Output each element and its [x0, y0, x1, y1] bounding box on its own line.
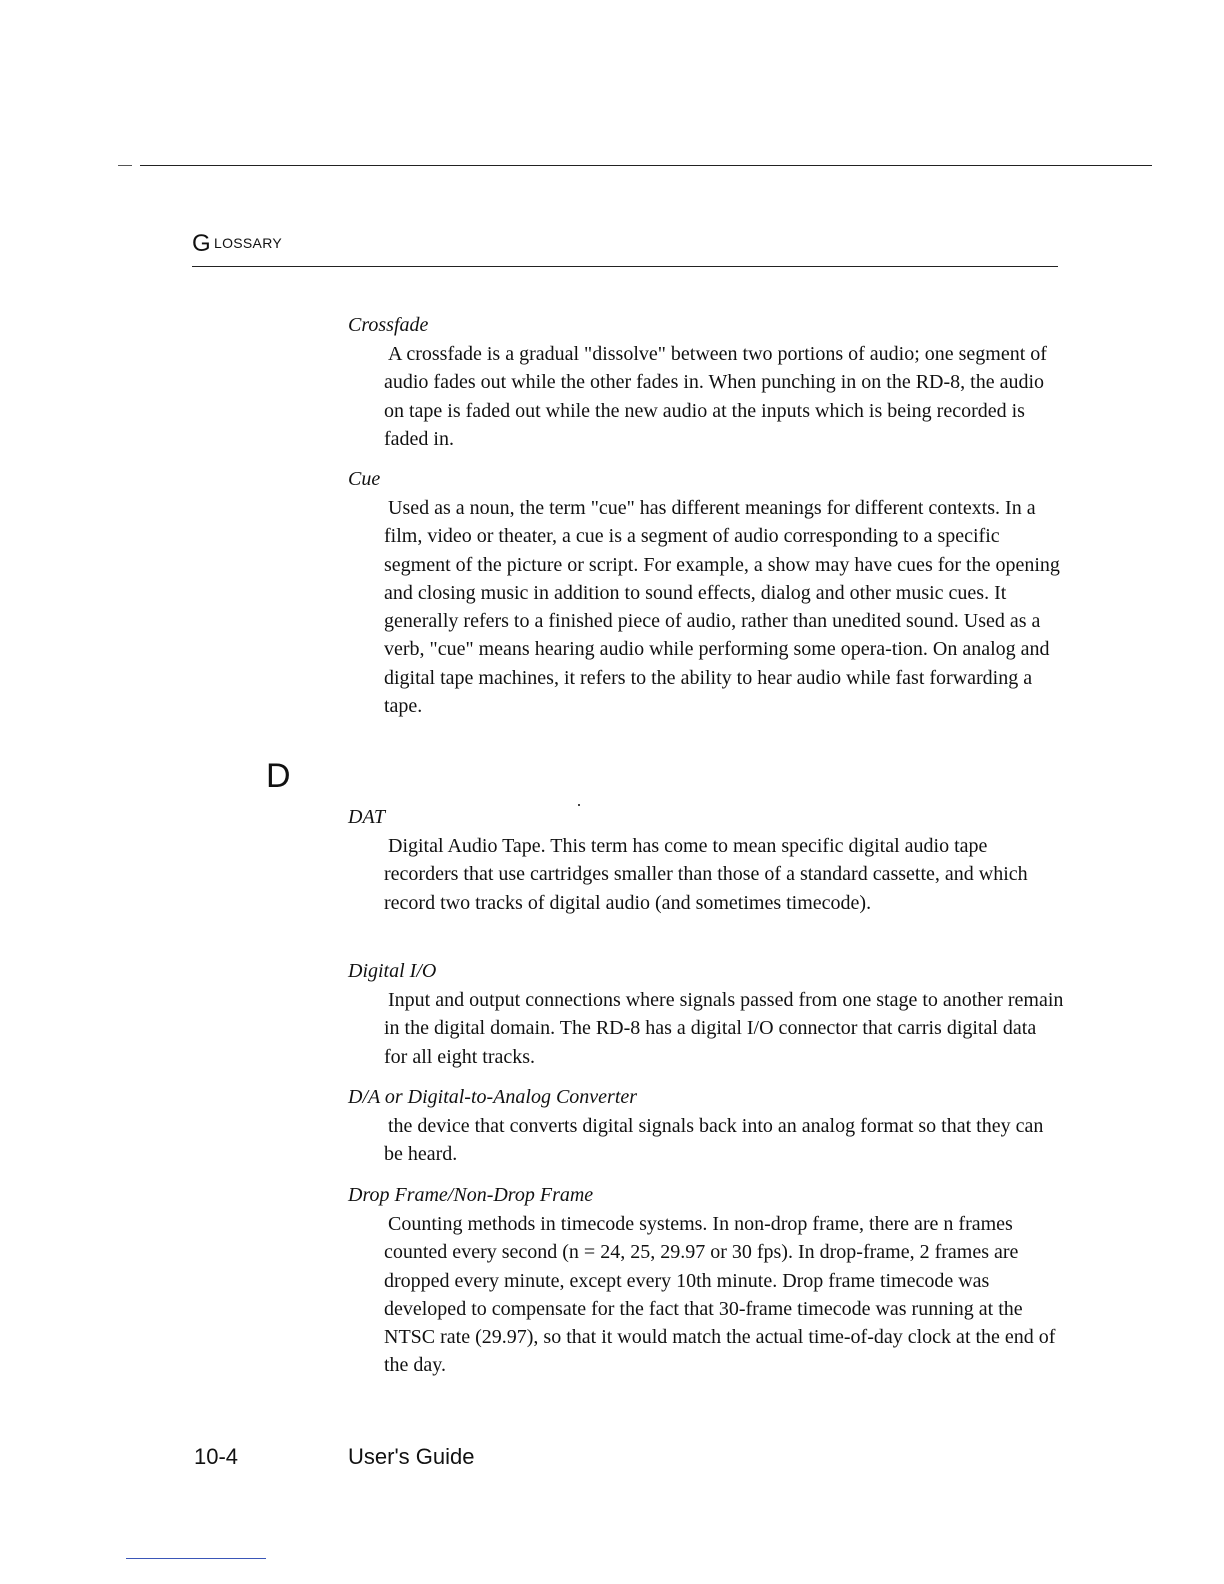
footer-title: User's Guide	[348, 1444, 475, 1469]
entry-term: D/A or Digital-to-Analog Converter	[348, 1086, 638, 1108]
header-title: LOSSARY	[214, 235, 282, 251]
glossary-entry-drop-frame	[348, 1182, 1064, 1380]
entry-definition: A crossfade is a gradual "dissolve" between two portions of audio; one segment of audio fades out while the other fades in. When punching in on the RD-8, the audio on tape is faded out while the new audio at the inputs which is being recorded is faded in.	[384, 343, 1047, 450]
glossary-entry-digital-io	[348, 958, 1064, 1071]
header-initial: G	[192, 230, 211, 257]
entry-definition: Counting methods in timecode systems. In non-drop frame, there are n frames counted every second (n = 24, 25, 29.97 or 30 fps). In drop-frame, 2 frames are dropped every minute, except every 10th minute. Drop frame timecode was developed to compensate for the fact that 30-frame timecode was running at the NTSC rate (29.97), so that it would match the actual time-of-day clock at the end of the day.	[384, 1213, 1056, 1377]
entry-definition: Used as a noun, the term "cue" has different meanings for different contexts. In a film, video or theater, a cue is a segment of audio corresponding to a specific segment of the picture or script. For example, a show may have cues for the opening and closing music in addition to sound effects, dialog and other music cues. It generally refers to a finished piece of audio, rather than unedited sound. Used as a verb, "cue" means hearing audio while performing some opera-tion. On analog and digital tape machines, it refers to the ability to hear audio while fast forwarding a tape.	[384, 497, 1060, 718]
page-number: 10-4	[194, 1444, 239, 1469]
entry-term: Crossfade	[348, 314, 429, 336]
entry-definition: Input and output connections where signals passed from one stage to another remain in the digital domain. The RD-8 has a digital I/O connector that carris digital data for all eight tracks.	[384, 989, 1064, 1068]
entry-term: Digital I/O	[348, 960, 437, 982]
entry-term: Drop Frame/Non-Drop Frame	[348, 1184, 594, 1206]
glossary-entry-crossfade	[348, 312, 1064, 453]
bottom-rule	[126, 1558, 266, 1559]
section-letter: D	[266, 757, 291, 795]
entry-definition: the device that converts digital signals back into an analog format so that they can be heard.	[384, 1115, 1044, 1166]
entry-term: Cue	[348, 468, 381, 490]
entry-term: DAT	[348, 806, 386, 828]
glossary-entry-da-converter	[348, 1084, 1064, 1169]
page-header	[192, 230, 1058, 267]
glossary-entry-cue	[348, 466, 1064, 720]
top-rule	[140, 165, 1152, 166]
top-rule-tick	[118, 165, 132, 166]
entry-definition: Digital Audio Tape. This term has come to mean specific digital audio tape recorders that use cartridges smaller than those of a standard cassette, and which record two tracks of digital audio (and sometimes timecode).	[384, 835, 1028, 914]
glossary-entry-dat	[348, 804, 1064, 917]
